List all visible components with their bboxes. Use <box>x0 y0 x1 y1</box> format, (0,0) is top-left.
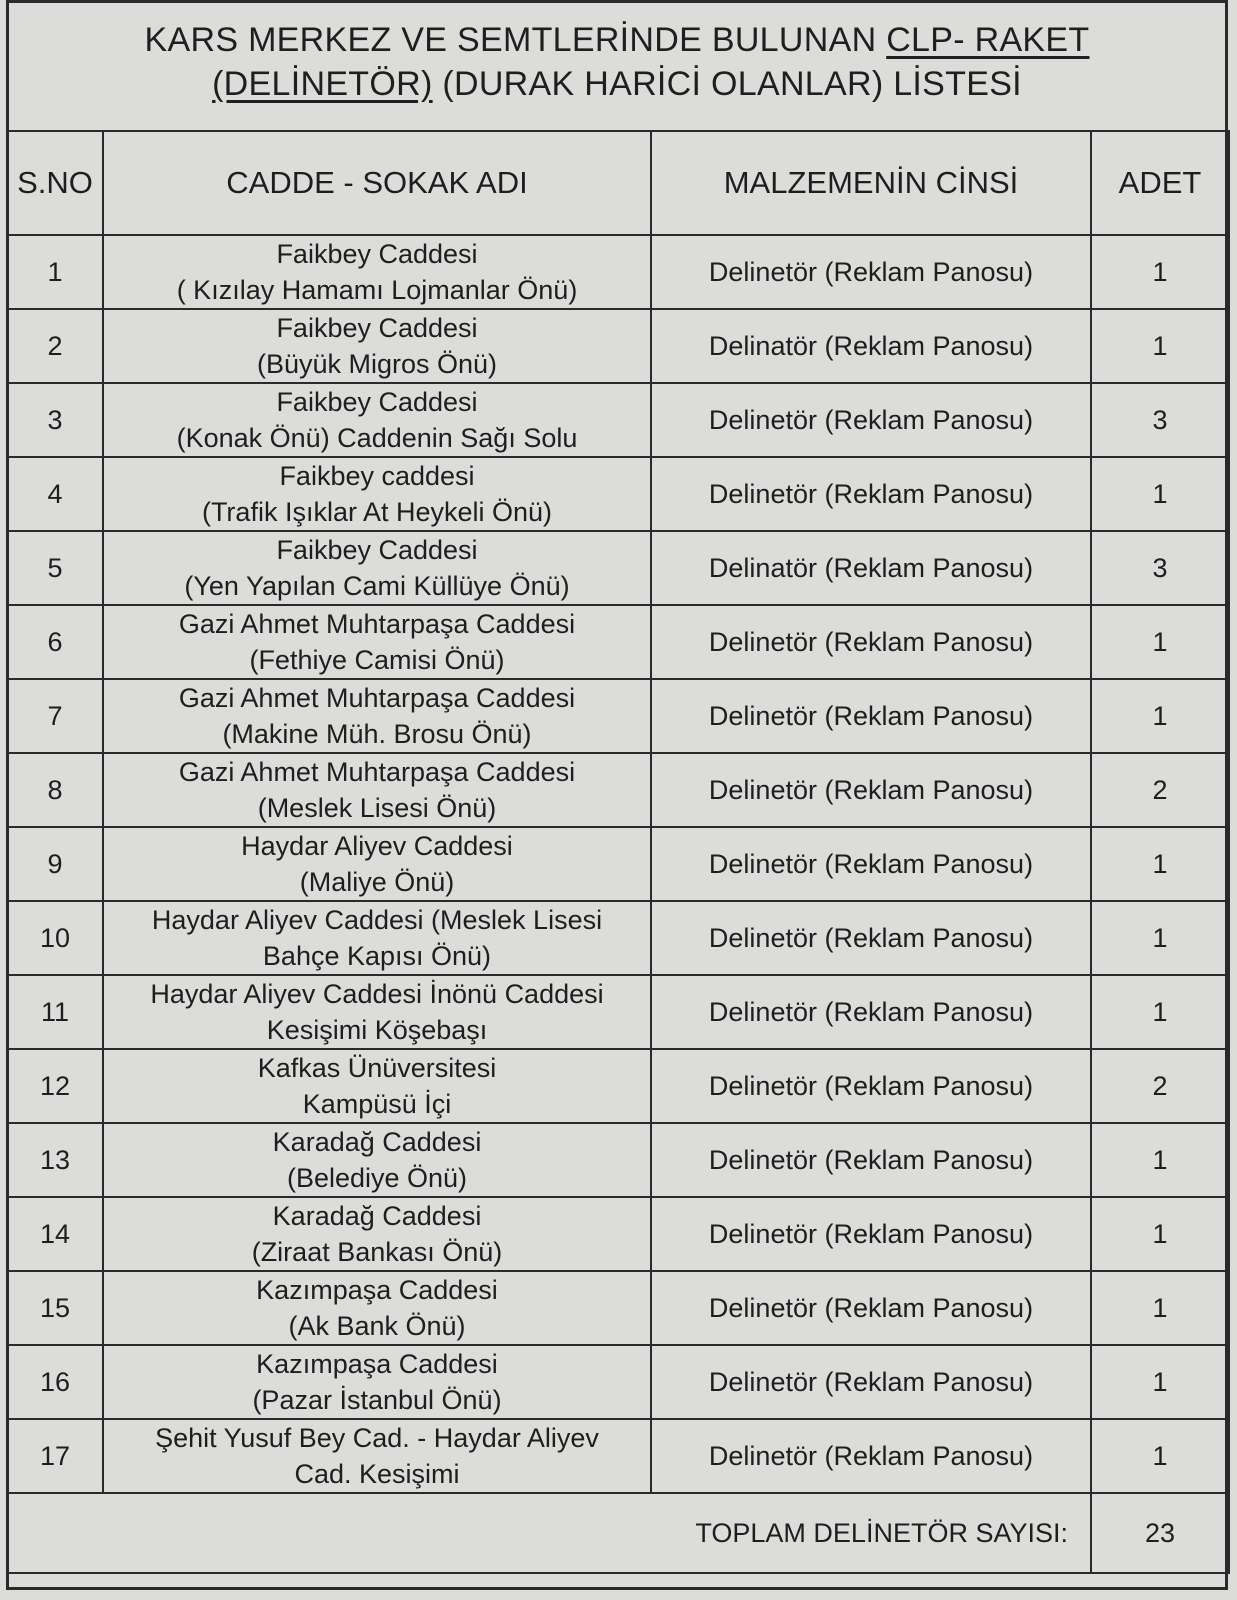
row-sno: 8 <box>7 753 103 827</box>
row-sno: 11 <box>7 975 103 1049</box>
row-count: 1 <box>1091 827 1229 901</box>
row-sno: 14 <box>7 1197 103 1271</box>
street-line-2: ( Kızılay Hamamı Lojmanlar Önü) <box>176 275 578 305</box>
row-sno: 15 <box>7 1271 103 1345</box>
street-line-2: (Trafik Işıklar At Heykeli Önü) <box>201 497 553 527</box>
table-row <box>7 1123 1229 1197</box>
row-material: Delinetör (Reklam Panosu) <box>651 457 1091 531</box>
row-material: Delinetör (Reklam Panosu) <box>651 383 1091 457</box>
row-material: Delinetör (Reklam Panosu) <box>651 975 1091 1049</box>
table-row <box>7 753 1229 827</box>
table-row <box>7 827 1229 901</box>
street-line-2: (Pazar İstanbul Önü) <box>252 1385 502 1415</box>
row-material: Delinetör (Reklam Panosu) <box>651 679 1091 753</box>
street-line-2: Kampüsü İçi <box>302 1089 452 1119</box>
row-count: 2 <box>1091 753 1229 827</box>
row-count: 1 <box>1091 1419 1229 1493</box>
total-row <box>7 1493 1229 1573</box>
street-line-2: (Büyük Migros Önü) <box>256 349 498 379</box>
row-sno: 6 <box>7 605 103 679</box>
row-count: 1 <box>1091 1197 1229 1271</box>
header-street: CADDE - SOKAK ADI <box>103 131 651 235</box>
row-count: 1 <box>1091 1271 1229 1345</box>
row-material: Delinetör (Reklam Panosu) <box>651 827 1091 901</box>
row-street <box>103 1049 651 1123</box>
row-count: 2 <box>1091 1049 1229 1123</box>
row-material: Delinetör (Reklam Panosu) <box>651 753 1091 827</box>
street-line-1: Gazi Ahmet Muhtarpaşa Caddesi <box>178 683 576 713</box>
street-line-2: Bahçe Kapısı Önü) <box>262 941 492 971</box>
table-row <box>7 383 1229 457</box>
row-street <box>103 679 651 753</box>
row-count: 3 <box>1091 531 1229 605</box>
row-street <box>103 1419 651 1493</box>
street-line-2: (Belediye Önü) <box>286 1163 468 1193</box>
street-line-2: (Fethiye Camisi Önü) <box>249 645 505 675</box>
street-line-1: Karadağ Caddesi <box>272 1127 482 1157</box>
street-line-1: Gazi Ahmet Muhtarpaşa Caddesi <box>178 609 576 639</box>
title-line-2: (DELİNETÖR) (DURAK HARİCİ OLANLAR) LİSTESİ <box>212 65 1022 103</box>
street-line-1: Haydar Aliyev Caddesi <box>241 831 513 861</box>
total-value: 23 <box>1091 1493 1229 1573</box>
row-sno: 4 <box>7 457 103 531</box>
row-sno: 1 <box>7 235 103 309</box>
street-line-2: Kesişimi Köşebaşı <box>266 1015 488 1045</box>
row-street <box>103 975 651 1049</box>
row-street <box>103 1197 651 1271</box>
row-count: 1 <box>1091 309 1229 383</box>
header-sno: S.NO <box>7 131 103 235</box>
table-row <box>7 1419 1229 1493</box>
total-label: TOPLAM DELİNETÖR SAYISI: <box>7 1493 1091 1573</box>
street-line-1: Haydar Aliyev Caddesi İnönü Caddesi <box>150 979 604 1009</box>
row-street <box>103 1123 651 1197</box>
header-count: ADET <box>1091 131 1229 235</box>
row-material: Delinetör (Reklam Panosu) <box>651 1123 1091 1197</box>
row-street <box>103 827 651 901</box>
street-line-1: Karadağ Caddesi <box>272 1201 482 1231</box>
table-row <box>7 235 1229 309</box>
street-line-2: (Maliye Önü) <box>299 867 455 897</box>
row-sno: 9 <box>7 827 103 901</box>
row-street <box>103 531 651 605</box>
row-sno: 16 <box>7 1345 103 1419</box>
street-line-1: Haydar Aliyev Caddesi (Meslek Lisesi <box>151 905 603 935</box>
row-street <box>103 309 651 383</box>
row-street <box>103 1345 651 1419</box>
street-line-1: Faikbey Caddesi <box>276 239 478 269</box>
row-count: 3 <box>1091 383 1229 457</box>
row-count: 1 <box>1091 235 1229 309</box>
row-material: Delinetör (Reklam Panosu) <box>651 1049 1091 1123</box>
street-line-1: Faikbey Caddesi <box>276 313 478 343</box>
row-count: 1 <box>1091 975 1229 1049</box>
street-line-2: (Meslek Lisesi Önü) <box>257 793 497 823</box>
table-row <box>7 457 1229 531</box>
row-sno: 5 <box>7 531 103 605</box>
row-material: Delinetör (Reklam Panosu) <box>651 235 1091 309</box>
row-count: 1 <box>1091 1123 1229 1197</box>
street-line-1: Kafkas Ünüversitesi <box>257 1053 497 1083</box>
header-row <box>7 131 1229 235</box>
table-row <box>7 309 1229 383</box>
row-material: Delinetör (Reklam Panosu) <box>651 605 1091 679</box>
row-sno: 2 <box>7 309 103 383</box>
row-count: 1 <box>1091 679 1229 753</box>
row-street <box>103 457 651 531</box>
row-street <box>103 605 651 679</box>
street-line-1: Faikbey Caddesi <box>276 387 478 417</box>
row-sno: 12 <box>7 1049 103 1123</box>
row-sno: 13 <box>7 1123 103 1197</box>
row-street <box>103 753 651 827</box>
table-row <box>7 975 1229 1049</box>
street-line-1: Şehit Yusuf Bey Cad. - Haydar Aliyev <box>155 1423 599 1453</box>
row-count: 1 <box>1091 605 1229 679</box>
row-sno: 7 <box>7 679 103 753</box>
title-underlined-1: CLP- RAKET <box>886 21 1090 59</box>
title-line-1: KARS MERKEZ VE SEMTLERİNDE BULUNAN CLP- RAKET <box>144 21 1090 59</box>
title-underlined-2: (DELİNETÖR) <box>212 65 433 103</box>
row-street <box>103 383 651 457</box>
street-line-2: (Makine Müh. Brosu Önü) <box>222 719 532 749</box>
row-count: 1 <box>1091 457 1229 531</box>
row-street <box>103 235 651 309</box>
street-line-1: Gazi Ahmet Muhtarpaşa Caddesi <box>178 757 576 787</box>
street-line-1: Faikbey Caddesi <box>276 535 478 565</box>
table-row <box>7 1271 1229 1345</box>
row-material: Delinetör (Reklam Panosu) <box>651 1197 1091 1271</box>
table-row <box>7 901 1229 975</box>
row-count: 1 <box>1091 901 1229 975</box>
table-row <box>7 531 1229 605</box>
row-material: Delinatör (Reklam Panosu) <box>651 309 1091 383</box>
table-row <box>7 605 1229 679</box>
street-line-2: (Ziraat Bankası Önü) <box>251 1237 503 1267</box>
street-line-2: (Yen Yapılan Cami Küllüye Önü) <box>184 571 570 601</box>
table-row <box>7 1049 1229 1123</box>
document-title <box>6 18 1228 106</box>
row-count: 1 <box>1091 1345 1229 1419</box>
row-material: Delinetör (Reklam Panosu) <box>651 901 1091 975</box>
street-line-1: Kazımpaşa Caddesi <box>256 1275 498 1305</box>
header-material: MALZEMENİN CİNSİ <box>651 131 1091 235</box>
delineator-table <box>6 130 1230 1574</box>
street-line-2: Cad. Kesişimi <box>294 1459 460 1489</box>
row-material: Delinetör (Reklam Panosu) <box>651 1345 1091 1419</box>
row-material: Delinatör (Reklam Panosu) <box>651 531 1091 605</box>
row-sno: 3 <box>7 383 103 457</box>
row-sno: 17 <box>7 1419 103 1493</box>
table-row <box>7 1345 1229 1419</box>
street-line-2: (Ak Bank Önü) <box>288 1311 466 1341</box>
row-sno: 10 <box>7 901 103 975</box>
row-material: Delinetör (Reklam Panosu) <box>651 1419 1091 1493</box>
row-material: Delinetör (Reklam Panosu) <box>651 1271 1091 1345</box>
row-street <box>103 1271 651 1345</box>
table-row <box>7 1197 1229 1271</box>
street-line-2: (Konak Önü) Caddenin Sağı Solu <box>176 423 578 453</box>
street-line-1: Kazımpaşa Caddesi <box>256 1349 498 1379</box>
table-row <box>7 679 1229 753</box>
street-line-1: Faikbey caddesi <box>279 461 475 491</box>
row-street <box>103 901 651 975</box>
